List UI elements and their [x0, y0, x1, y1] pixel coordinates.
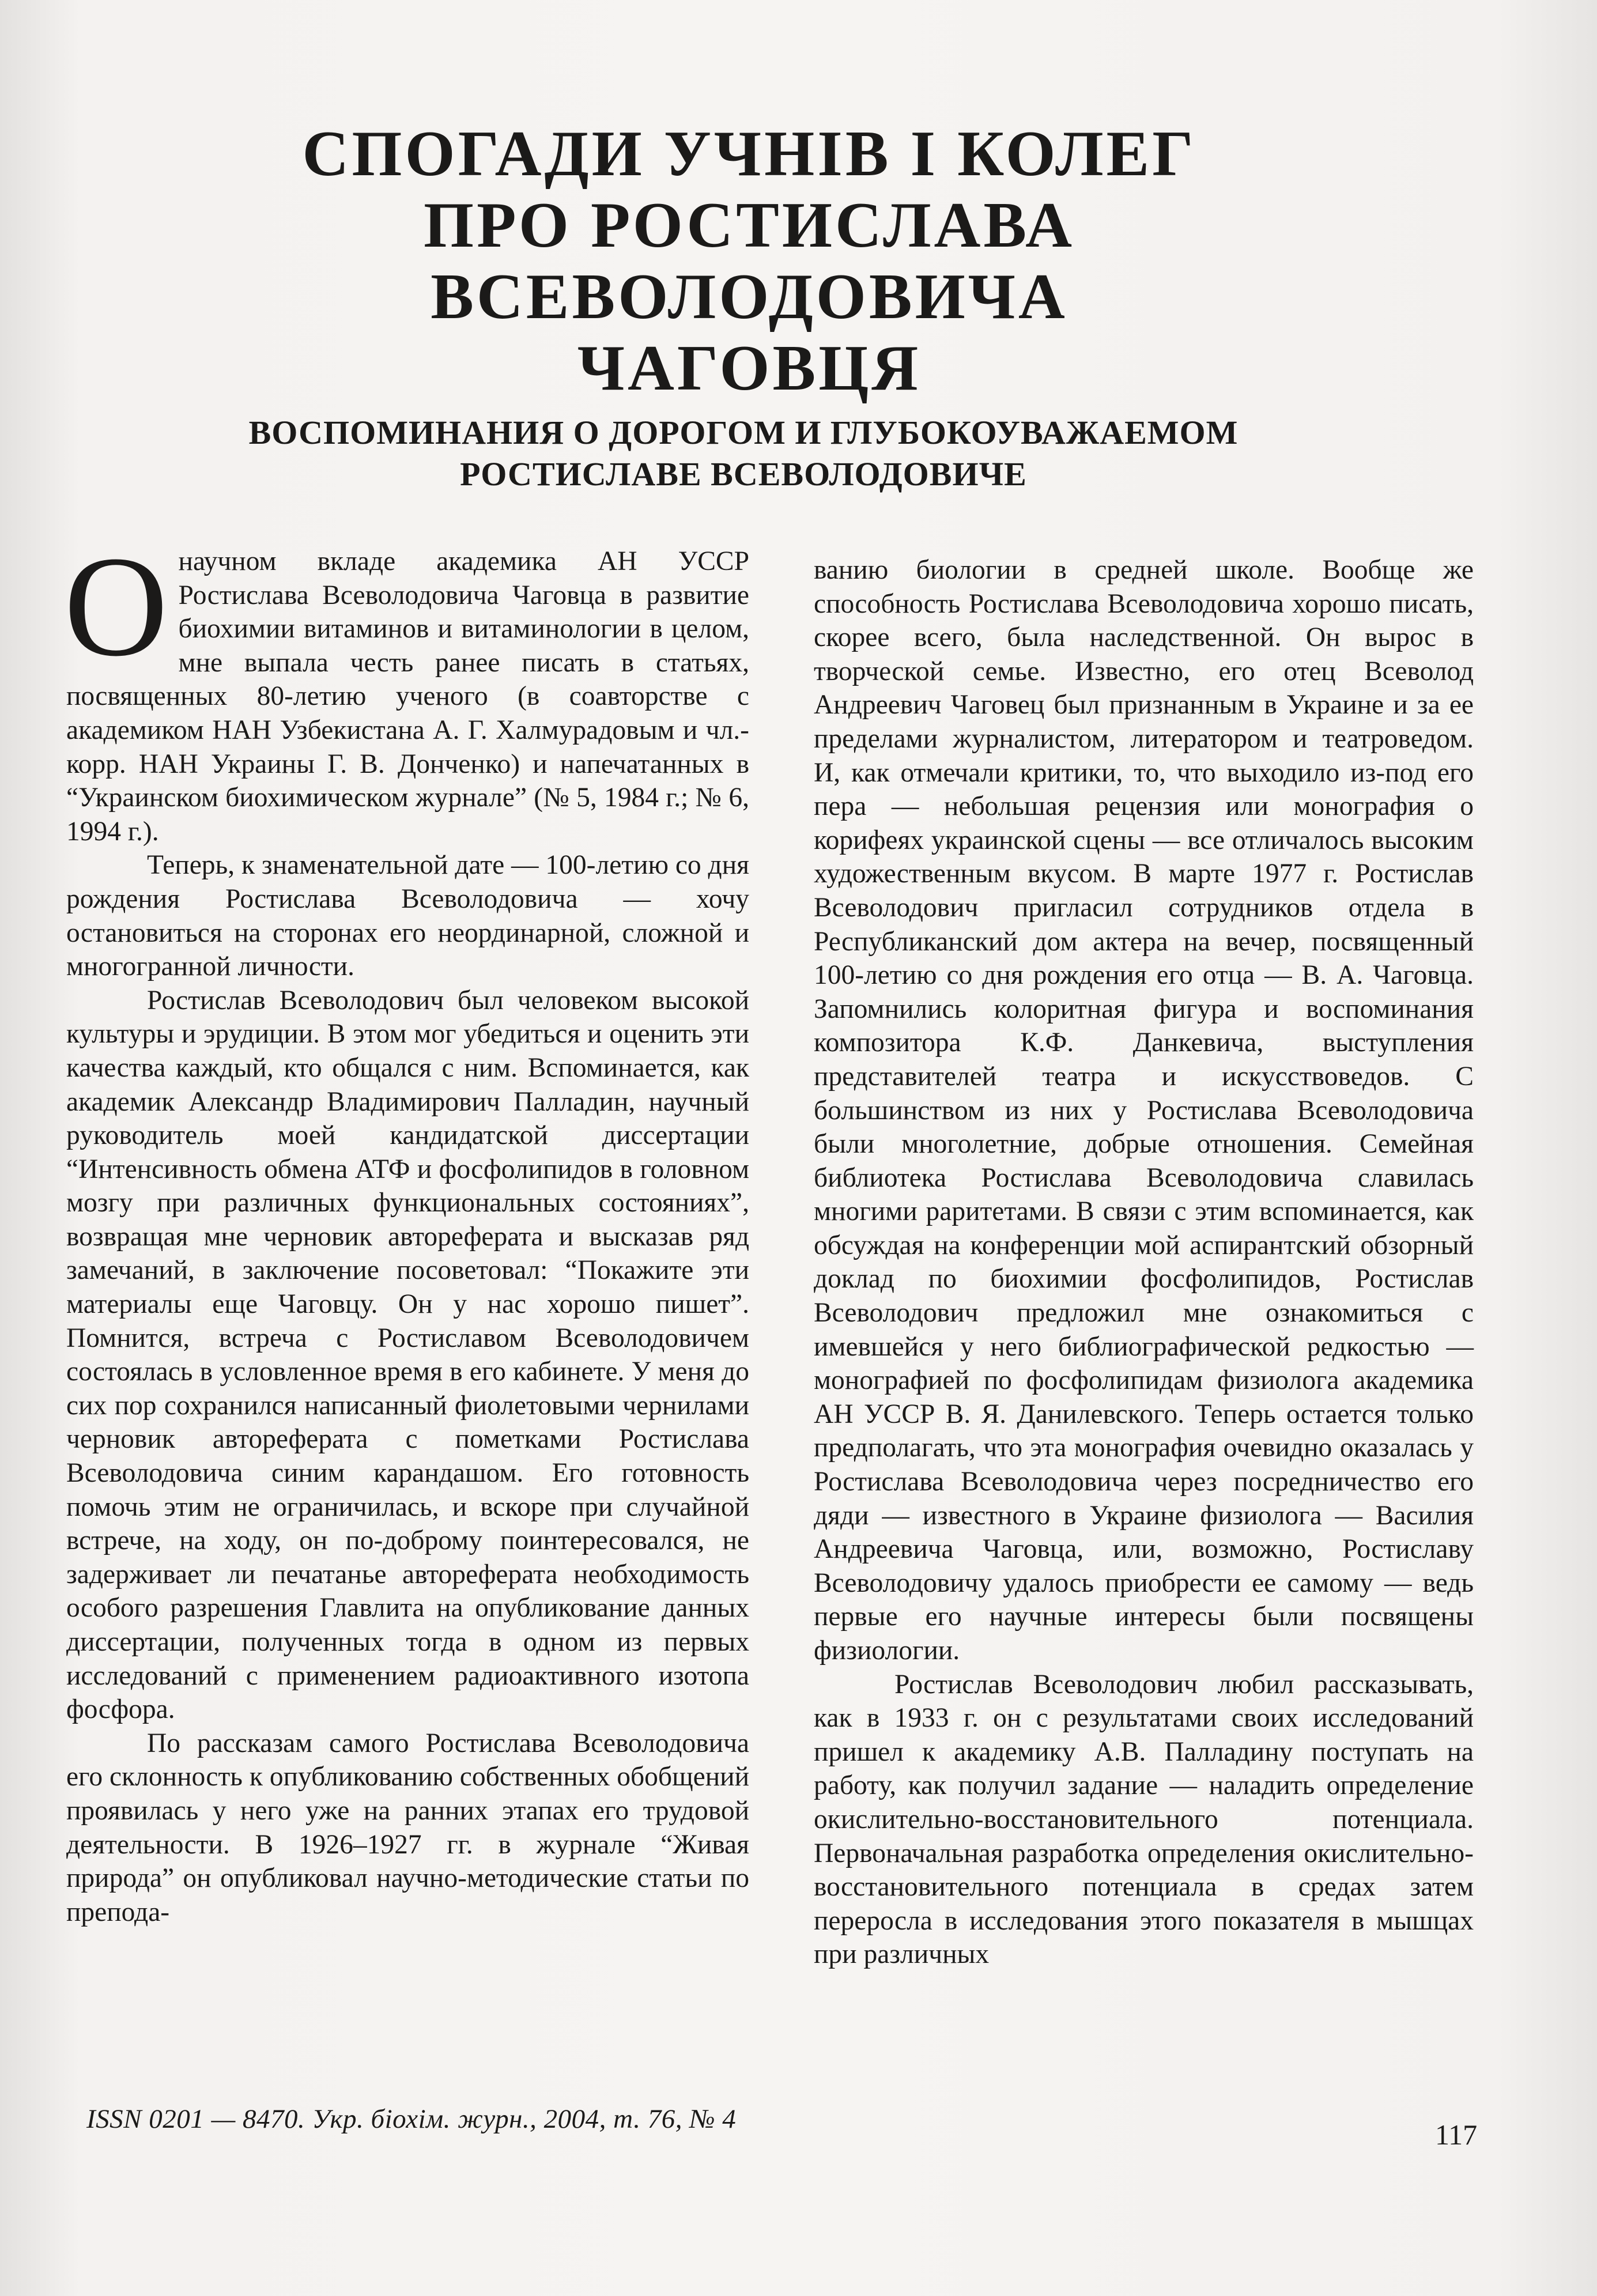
subtitle-line: ВОСПОМИНАНИЯ О ДОРОГОМ И ГЛУБОКОУВАЖАЕМОМ	[248, 414, 1239, 451]
paragraph: ванию биологии в средней школе. Вообще же способность Ростислава Всеволодовича хорошо писать, скорее всего, была наследственной. Он вырос в творческой семье. Известно, его отец Всеволод Андреевич Чаговец был признанным в Украине и за ее пределами журналистом, литератором и театроведом. И, как отмечали критики, то, что выходило из-под его пера — небольшая рецензия или монография о корифеях украинской сцены — все отличалось высоким художественным вкусом. В марте 1977 г. Ростислав Всеволодович пригласил сотрудников отдела в Республиканский дом актера на вечер, посвященный 100-летию со дня рождения его отца — В. А. Чаговца. Запомнились колоритная фигура и воспоминания композитора К.Ф. Данкевича, выступления представителей театра и искусствоведов. С большинством из них у Ростислава Всеволодовича были многолетние, добрые отношения. Семейная библиотека Ростислава Всеволодовича славилась многими раритетами. В связи с этим вспоминается, как обсуждая на конференции мой аспирантский обзорный доклад по биохимии фосфолипидов, Ростислав Всеволодович предложил мне ознакомиться с имевшейся у него библиографической редкостью — монографией по фосфолипидам физиолога академика АН УССР В. Я. Данилевского. Теперь остается только предполагать, что эта монография очевидно оказалась у Ростислава Всеволодовича через посредничество его дяди — известного в Украине физиолога — Василия Андреевича Чаговца, или, возможно, Ростиславу Всеволодовичу удалось приобрести ее самому — ведь первые его научные интересы были посвящены физиологии.	[814, 555, 1474, 1666]
subtitle-line: РОСТИСЛАВЕ ВСЕВОЛОДОВИЧЕ	[460, 455, 1027, 493]
paragraph: Ростислав Всеволодович был человеком высокой культуры и эрудиции. В этом мог убедиться и оценить эти качества каждый, кто общался с ним. Вспоминается, как академик Александр Владимирович Палладин, научный руководитель моей кандидатской диссертации “Интенсивность обмена АТФ и фосфолипидов в головном мозгу при различных функциональных состояниях”, возвращая мне черновик автореферата и высказав ряд замечаний, в заключение посоветовал: “Покажите эти материалы еще Чаговцу. Он у нас хорошо пишет”. Помнится, встреча с Ростиславом Всеволодовичем состоялась в условленное время в его кабинете. У меня до сих пор сохранился написанный фиолетовыми чернилами черновик автореферата с пометками Ростислава Всеволодовича синим карандашом. Его готовность помочь этим не ограничилась, и вскоре при случайной встрече, на ходу, он по-доброму поинтересовался, не задерживает ли печатанье автореферата необходимость особого разрешения Главлита на опубликование данных диссертации, полученных тогда в одном из первых исследований с применением радиоактивного изотопа фосфора.	[66, 985, 749, 1725]
paragraph: Теперь, к знаменательной дате — 100-летию со дня рождения Ростислава Всеволодовича — хочу остановиться на сторонах его неординарной, сложной и многогранной личности.	[66, 850, 749, 982]
article-subtitle	[196, 412, 1291, 495]
drop-cap: О	[64, 527, 168, 686]
title-line: ПРО РОСТИСЛАВА ВСЕВОЛОДОВИЧА	[424, 190, 1075, 333]
page-number: 117	[1435, 2118, 1478, 2151]
journal-citation: ISSN 0201 — 8470. Укр. біохім. журн., 2004, т. 76, № 4	[86, 2104, 737, 2134]
paragraph	[64, 527, 749, 848]
paragraph: Ростислав Всеволодович любил рассказывать, как в 1933 г. он с результатами своих исследований пришел к академику А.В. Палладину поступать на работу, как получил задание — наладить определение окислительно-восстановительного потенциала. Первоначальная разработка определения окислительно-восстановительного потенциала в средах затем переросла в исследования этого показателя в мышцах при различных	[814, 1669, 1474, 1970]
paragraph-text: научном вкладе академика АН УССР Ростислава Всеволодовича Чаговца в развитие биохимии витаминов и витаминологии в целом, мне выпала честь ранее писать в статьях, посвященных 80-летию ученого (в соавторстве с академиком НАН Узбекистана А. Г. Халмурадовым и чл.-корр. НАН Украины Г. В. Донченко) и напечатанных в “Украинском биохимическом журнале” (№ 5, 1984 г.; № 6, 1994 г.).	[66, 546, 749, 847]
paragraph: По рассказам самого Ростислава Всеволодовича его склонность к опубликованию собственных обобщений проявилась у него уже на ранних этапах его трудовой деятельности. В 1926–1927 гг. в журнале “Живая природа” он опубликовал научно-методические статьи по препода-	[66, 1728, 749, 1927]
text-column-left	[64, 527, 749, 1929]
title-line: ЧАГОВЦЯ	[577, 333, 922, 404]
title-line: СПОГАДИ УЧНІВ І КОЛЕГ	[302, 118, 1196, 190]
text-column-right	[814, 553, 1474, 1972]
article-title	[115, 118, 1383, 404]
